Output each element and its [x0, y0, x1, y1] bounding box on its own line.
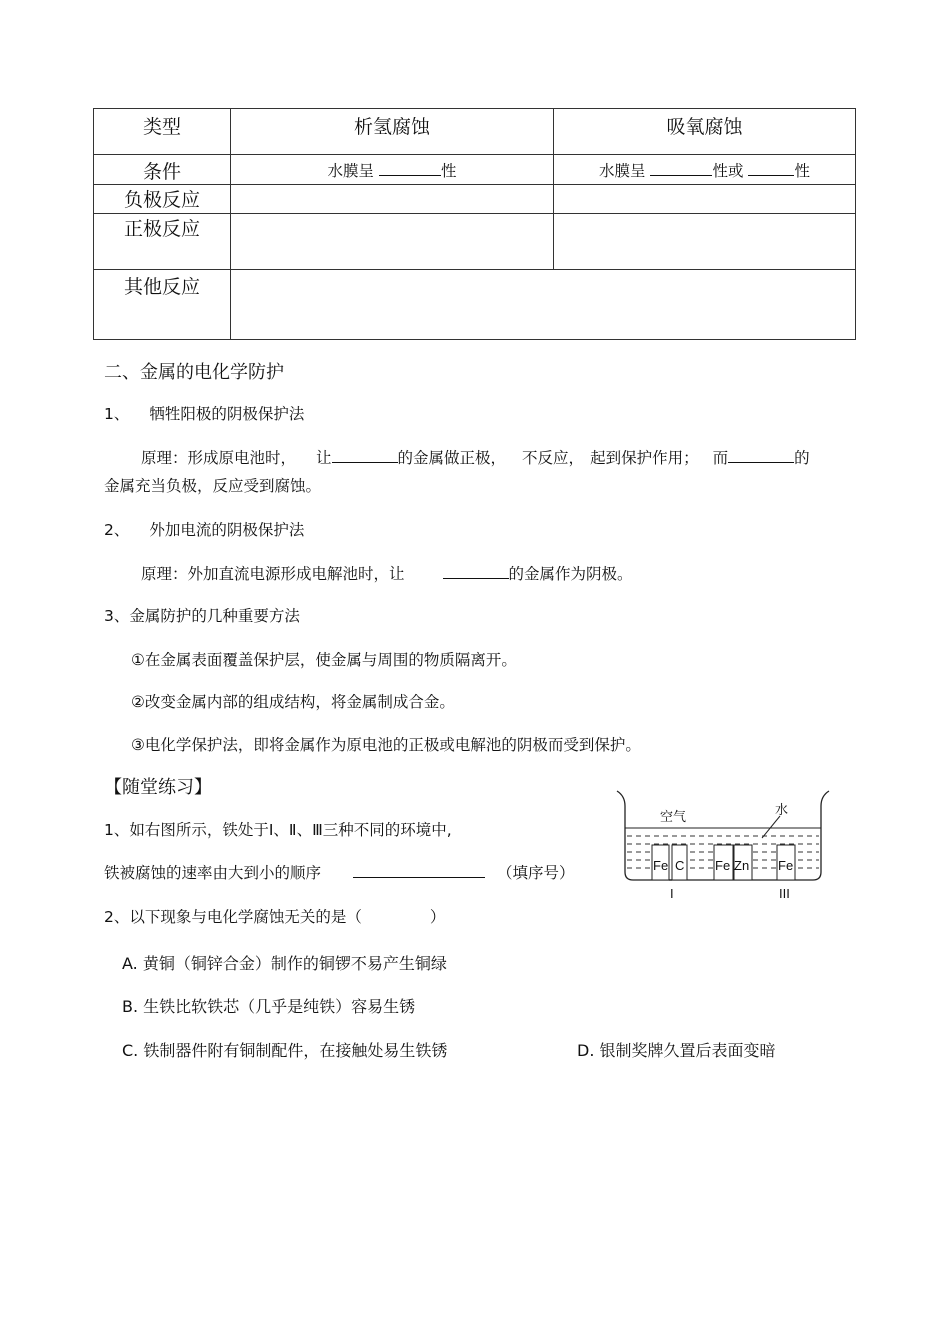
positive-hydrogen-cell[interactable] [231, 214, 554, 270]
item1-heading: 1、 牺牲阳极的阴极保护法 [104, 405, 305, 423]
item2-principle: 原理：外加直流电源形成电解池时，让 的金属作为阴极。 [141, 565, 633, 583]
blank [379, 161, 441, 176]
option-b[interactable]: B. 生铁比软铁芯（几乎是纯铁）容易生锈 [122, 997, 416, 1016]
option-a[interactable]: A. 黄铜（铜锌合金）制作的铜锣不易产生铜绿 [122, 954, 447, 973]
option-c[interactable]: C. 铁制器件附有铜制配件，在接触处易生铁锈 [122, 1041, 448, 1060]
label-env-3: III [779, 886, 790, 901]
header-oxygen: 吸氧腐蚀 [554, 109, 856, 155]
label-zn: Zn [734, 858, 750, 873]
item1-principle-line1: 原理：形成原电池时， 让 的金属做正极， 不反应， 起到保护作用； 而 的 [141, 449, 810, 467]
method-3: ③电化学保护法，即将金属作为原电池的正极或电解池的阴极而受到保护。 [131, 736, 641, 754]
item1-principle-line2: 金属充当负极，反应受到腐蚀。 [104, 477, 322, 495]
question1-line2: 铁被腐蚀的速率由大到小的顺序 （填序号） [104, 864, 575, 882]
row-negative-label: 负极反应 [94, 185, 231, 214]
row-positive-label: 正极反应 [94, 214, 231, 270]
item2-heading: 2、 外加电流的阴极保护法 [104, 521, 305, 539]
other-reaction-cell[interactable] [231, 270, 856, 340]
label-water: 水 [775, 802, 789, 817]
header-type: 类型 [94, 109, 231, 155]
label-c: C [675, 858, 685, 873]
blank [748, 161, 794, 176]
label-air: 空气 [660, 809, 687, 824]
blank [650, 161, 712, 176]
answer-blank[interactable] [353, 863, 485, 878]
question2: 2、以下现象与电化学腐蚀无关的是（ ） [104, 908, 446, 926]
blank [443, 564, 509, 579]
blank [332, 448, 398, 463]
label-env-1: I [670, 886, 674, 901]
negative-oxygen-cell[interactable] [554, 185, 856, 214]
method-2: ②改变金属内部的组成结构，将金属制成合金。 [131, 693, 455, 711]
label-fe-2: Fe [715, 858, 731, 873]
label-fe-1: Fe [653, 858, 669, 873]
header-hydrogen: 析氢腐蚀 [231, 109, 554, 155]
item3-heading: 3、金属防护的几种重要方法 [104, 607, 300, 625]
question1-line1: 1、如右图所示，铁处于Ⅰ、Ⅱ、Ⅲ三种不同的环境中, [104, 821, 452, 839]
practice-title: 【随堂练习】 [104, 777, 212, 798]
blank [728, 448, 794, 463]
condition-oxygen: 水膜呈 性或 性 [554, 155, 856, 185]
row-other-label: 其他反应 [94, 270, 231, 340]
label-fe-3: Fe [778, 858, 794, 873]
section-title: 二、金属的电化学防护 [104, 362, 284, 383]
water-pointer [762, 816, 780, 838]
negative-hydrogen-cell[interactable] [231, 185, 554, 214]
positive-oxygen-cell[interactable] [554, 214, 856, 270]
corrosion-cells-figure [612, 786, 836, 906]
corrosion-comparison-table [93, 108, 856, 340]
row-condition-label: 条件 [94, 155, 231, 185]
condition-hydrogen: 水膜呈 性 [231, 155, 554, 185]
option-d[interactable]: D. 银制奖牌久置后表面变暗 [577, 1041, 776, 1060]
method-1: ①在金属表面覆盖保护层，使金属与周围的物质隔离开。 [131, 651, 517, 669]
